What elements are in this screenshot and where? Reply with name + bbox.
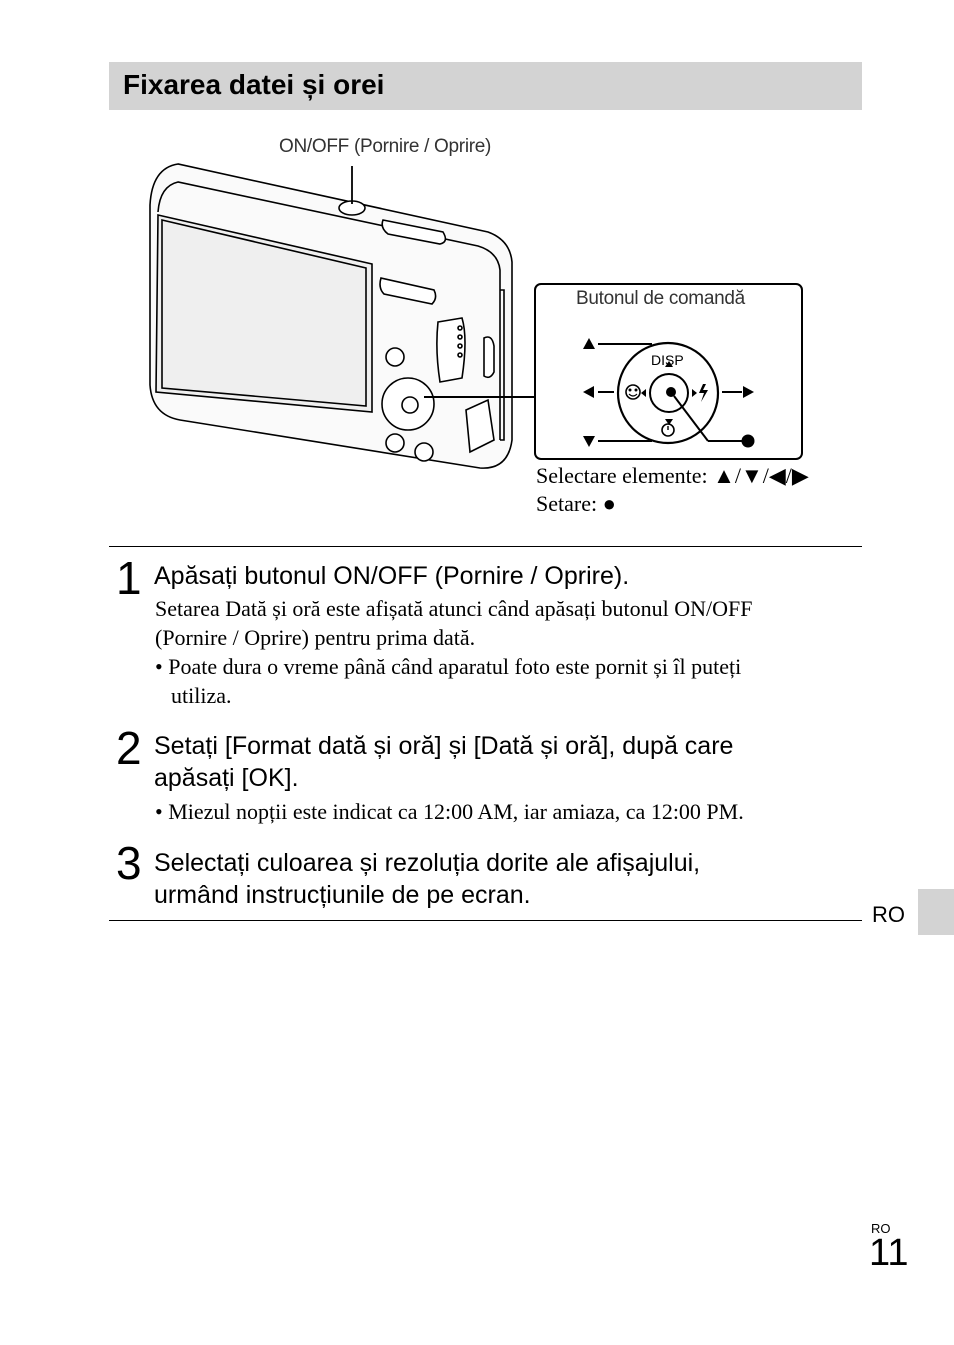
- step-1-body-line: (Pornire / Oprire) pentru prima dată.: [155, 625, 476, 650]
- step-1-number: 1: [116, 552, 142, 604]
- section-title: Fixarea datei și orei: [123, 69, 385, 100]
- control-button-label: Butonul de comandă: [576, 288, 745, 309]
- step-3-heading: Selectați culoarea și rezoluția dorite ale afișajului,: [154, 849, 701, 877]
- step-2-heading: Setați [Format dată și oră] și [Dată și oră], după care: [154, 732, 734, 760]
- select-caption: Selectare elemente: ▲/▼/◀/▶: [536, 463, 809, 488]
- footer-language: RO: [871, 1221, 891, 1236]
- center-button-icon: [742, 435, 755, 448]
- steps-top-rule: [109, 546, 862, 547]
- step-2-bullet: • Miezul nopții este indicat ca 12:00 AM, iar amiaza, ca 12:00 PM.: [155, 799, 744, 824]
- step-2-heading-continuation: apăsați [OK].: [154, 764, 299, 792]
- language-tab-label: RO: [872, 902, 905, 927]
- steps-bottom-rule: [109, 920, 862, 921]
- set-caption: Setare: ●: [536, 491, 616, 516]
- disp-label: DISP: [651, 352, 684, 368]
- step-2-number: 2: [116, 722, 142, 774]
- step-1-bullet: • Poate dura o vreme până când aparatul foto este pornit și îl puteți: [155, 654, 742, 679]
- camera-illustration: [0, 0, 954, 540]
- language-side-tab: [918, 889, 954, 935]
- step-3-heading-continuation: urmând instrucțiunile de pe ecran.: [154, 881, 531, 909]
- step-3-number: 3: [116, 837, 142, 889]
- onoff-label: ON/OFF (Pornire / Oprire): [279, 136, 492, 157]
- page-number: 11: [869, 1232, 909, 1274]
- step-1-heading: Apăsați butonul ON/OFF (Pornire / Oprire).: [154, 562, 630, 590]
- step-1-body-line: Setarea Dată și oră este afișată atunci când apăsați butonul ON/OFF: [155, 596, 753, 621]
- step-1-bullet-continuation: utiliza.: [171, 683, 232, 708]
- camera-body: [150, 164, 512, 468]
